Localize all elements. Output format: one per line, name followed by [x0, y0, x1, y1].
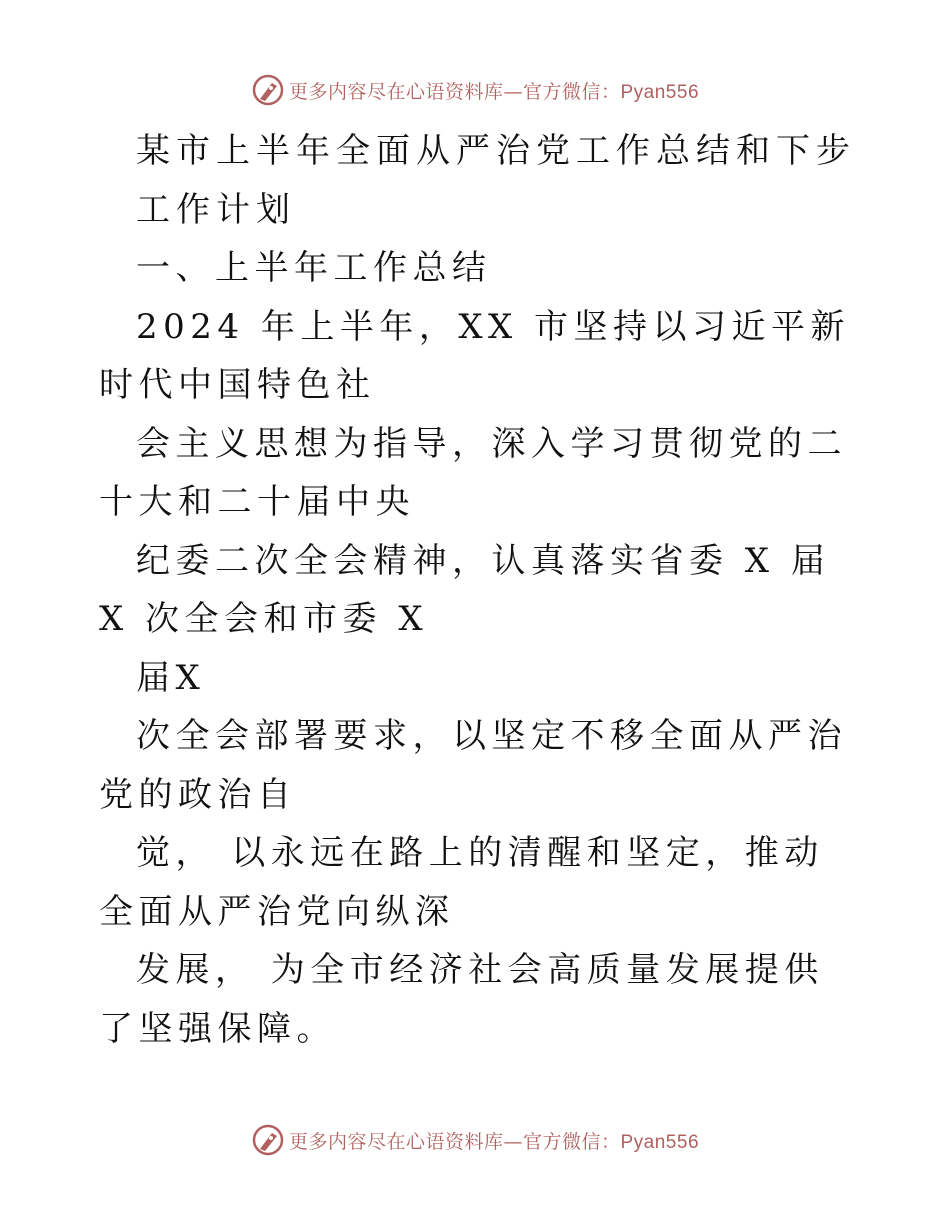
document-body — [99, 122, 859, 1058]
paragraph: 会主义思想为指导，深入学习贯彻党的二十大和二十届中央 — [99, 423, 847, 522]
pen-nib-circle-icon — [251, 73, 285, 107]
pen-nib-circle-icon — [251, 1123, 285, 1157]
section-heading: 一、上半年工作总结 — [136, 248, 492, 288]
paragraph: 发展， 为全市经济社会高质量发展提供了坚强保障。 — [99, 950, 824, 1049]
paragraph: 届X — [136, 657, 206, 698]
watermark-label: 更多内容尽在心语资料库—官方微信： — [288, 80, 621, 103]
paragraph: 2024 年上半年，XX 市坚持以习近平新时代中国特色社 — [99, 306, 851, 405]
doc-title-line-2: 工作计划 — [136, 189, 296, 230]
watermark-banner-top — [0, 70, 950, 110]
watermark-text — [289, 77, 699, 104]
paragraph: 纪委二次全会精神，认真落实省委 X 届 X 次全会和市委 X — [99, 540, 831, 639]
paragraph: 次全会部署要求，以坚定不移全面从严治党的政治自 — [99, 716, 847, 815]
watermark-wechat-id: Pyan556 — [620, 81, 700, 103]
watermark-text — [289, 1127, 699, 1154]
paragraph: 觉， 以永远在路上的清醒和坚定，推动全面从严治党向纵深 — [99, 833, 824, 932]
watermark-wechat-id: Pyan556 — [620, 1131, 700, 1153]
doc-title-line-1: 某市上半年全面从严治党工作总结和下步 — [136, 131, 856, 171]
watermark-banner-bottom — [0, 1120, 950, 1160]
watermark-label: 更多内容尽在心语资料库—官方微信： — [288, 1130, 621, 1153]
